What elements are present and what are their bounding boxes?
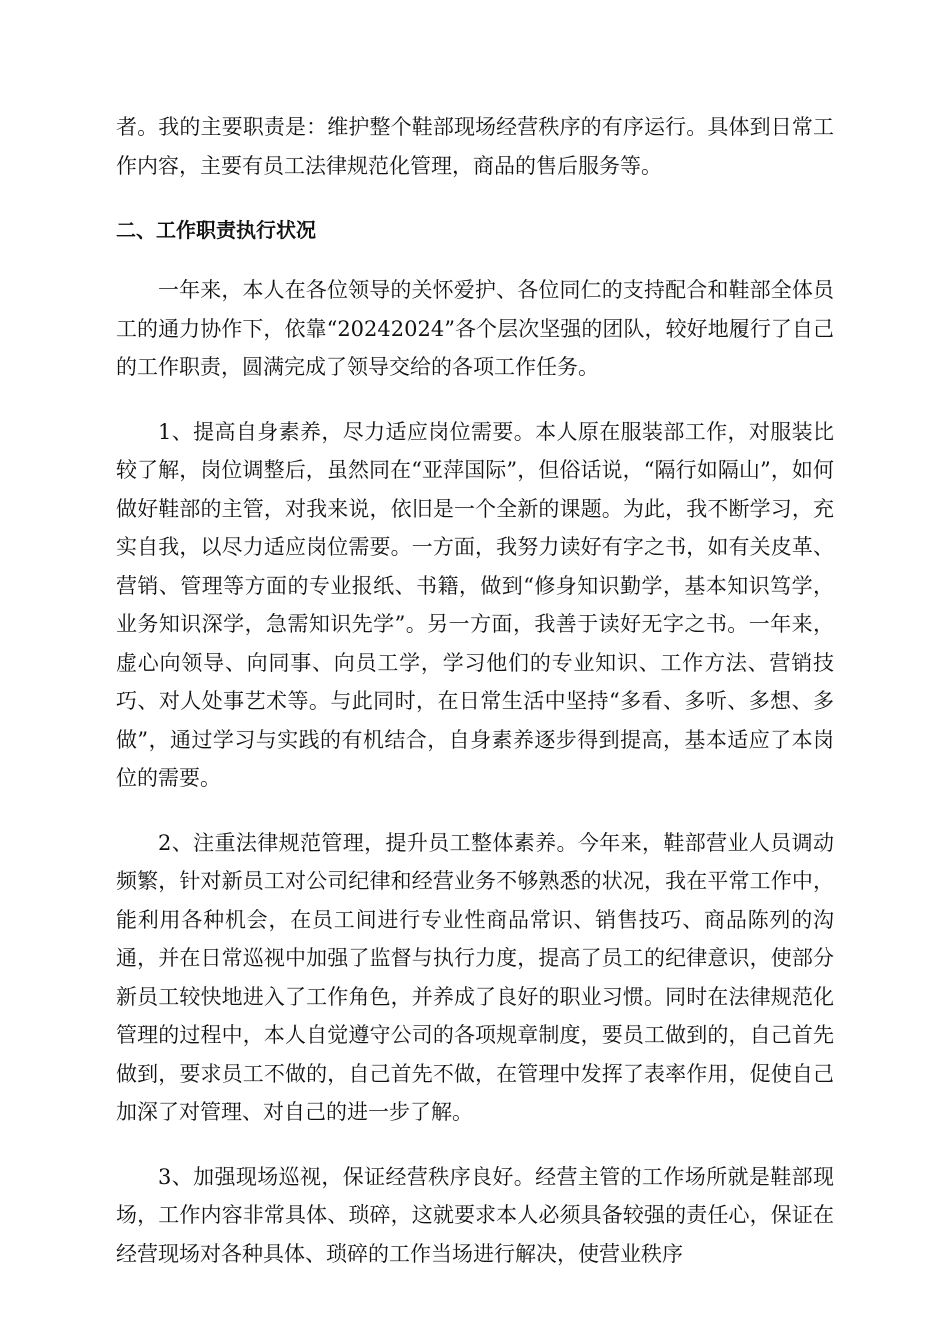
- section-heading: 二、工作职责执行状况: [116, 218, 316, 242]
- paragraph-item-1: 1、提高自身素养，尽力适应岗位需要。本人原在服装部工作，对服装比较了解，岗位调整后，虽然同在“亚萍国际”，但俗话说，“隔行如隔山”，如何做好鞋部的主管，对我来说，依旧是一个全新的课题。为此，我不断学习，充实自我，以尽力适应岗位需要。一方面，我努力读好有字之书，如有关皮革、营销、管理等方面的专业报纸、书籍，做到“修身知识勤学，基本知识笃学，业务知识深学，急需知识先学”。另一方面，我善于读好无字之书。一年来，虚心向领导、向同事、向员工学，学习他们的专业知识、工作方法、营销技巧、对人处事艺术等。与此同时，在日常生活中坚持“多看、多听、多想、多做”，通过学习与实践的有机结合，自身素养逐步得到提高，基本适应了本岗位的需要。: [116, 419, 834, 790]
- paragraph-intro: 一年来，本人在各位领导的关怀爱护、各位同仁的支持配合和鞋部全体员工的通力协作下，依靠“20242024”各个层次坚强的团队，较好地履行了自己的工作职责，圆满完成了领导交给的各项工作任务。: [116, 278, 834, 379]
- paragraph-item-2: 2、注重法律规范管理，提升员工整体素养。今年来，鞋部营业人员调动频繁，针对新员工对公司纪律和经营业务不够熟悉的状况，我在平常工作中，能利用各种机会，在员工间进行专业性商品常识、销售技巧、商品陈列的沟通，并在日常巡视中加强了监督与执行力度，提高了员工的纪律意识，使部分新员工较快地进入了工作角色，并养成了良好的职业习惯。同时在法律规范化管理的过程中，本人自觉遵守公司的各项规章制度，要员工做到的，自己首先做到，要求员工不做的，自己首先不做，在管理中发挥了表率作用，促使自己加深了对管理、对自己的进一步了解。: [116, 830, 834, 1124]
- continuation-paragraph: 者。我的主要职责是：维护整个鞋部现场经营秩序的有序运行。具体到日常工作内容，主要有员工法律规范化管理，商品的售后服务等。: [116, 115, 834, 178]
- document-body: [116, 108, 834, 1273]
- paragraph-item-3: 3、加强现场巡视，保证经营秩序良好。经营主管的工作场所就是鞋部现场，工作内容非常具体、琐碎，这就要求本人必须具备较强的责任心，保证在经营现场对各种具体、琐碎的工作当场进行解决，使营业秩序: [116, 1164, 834, 1266]
